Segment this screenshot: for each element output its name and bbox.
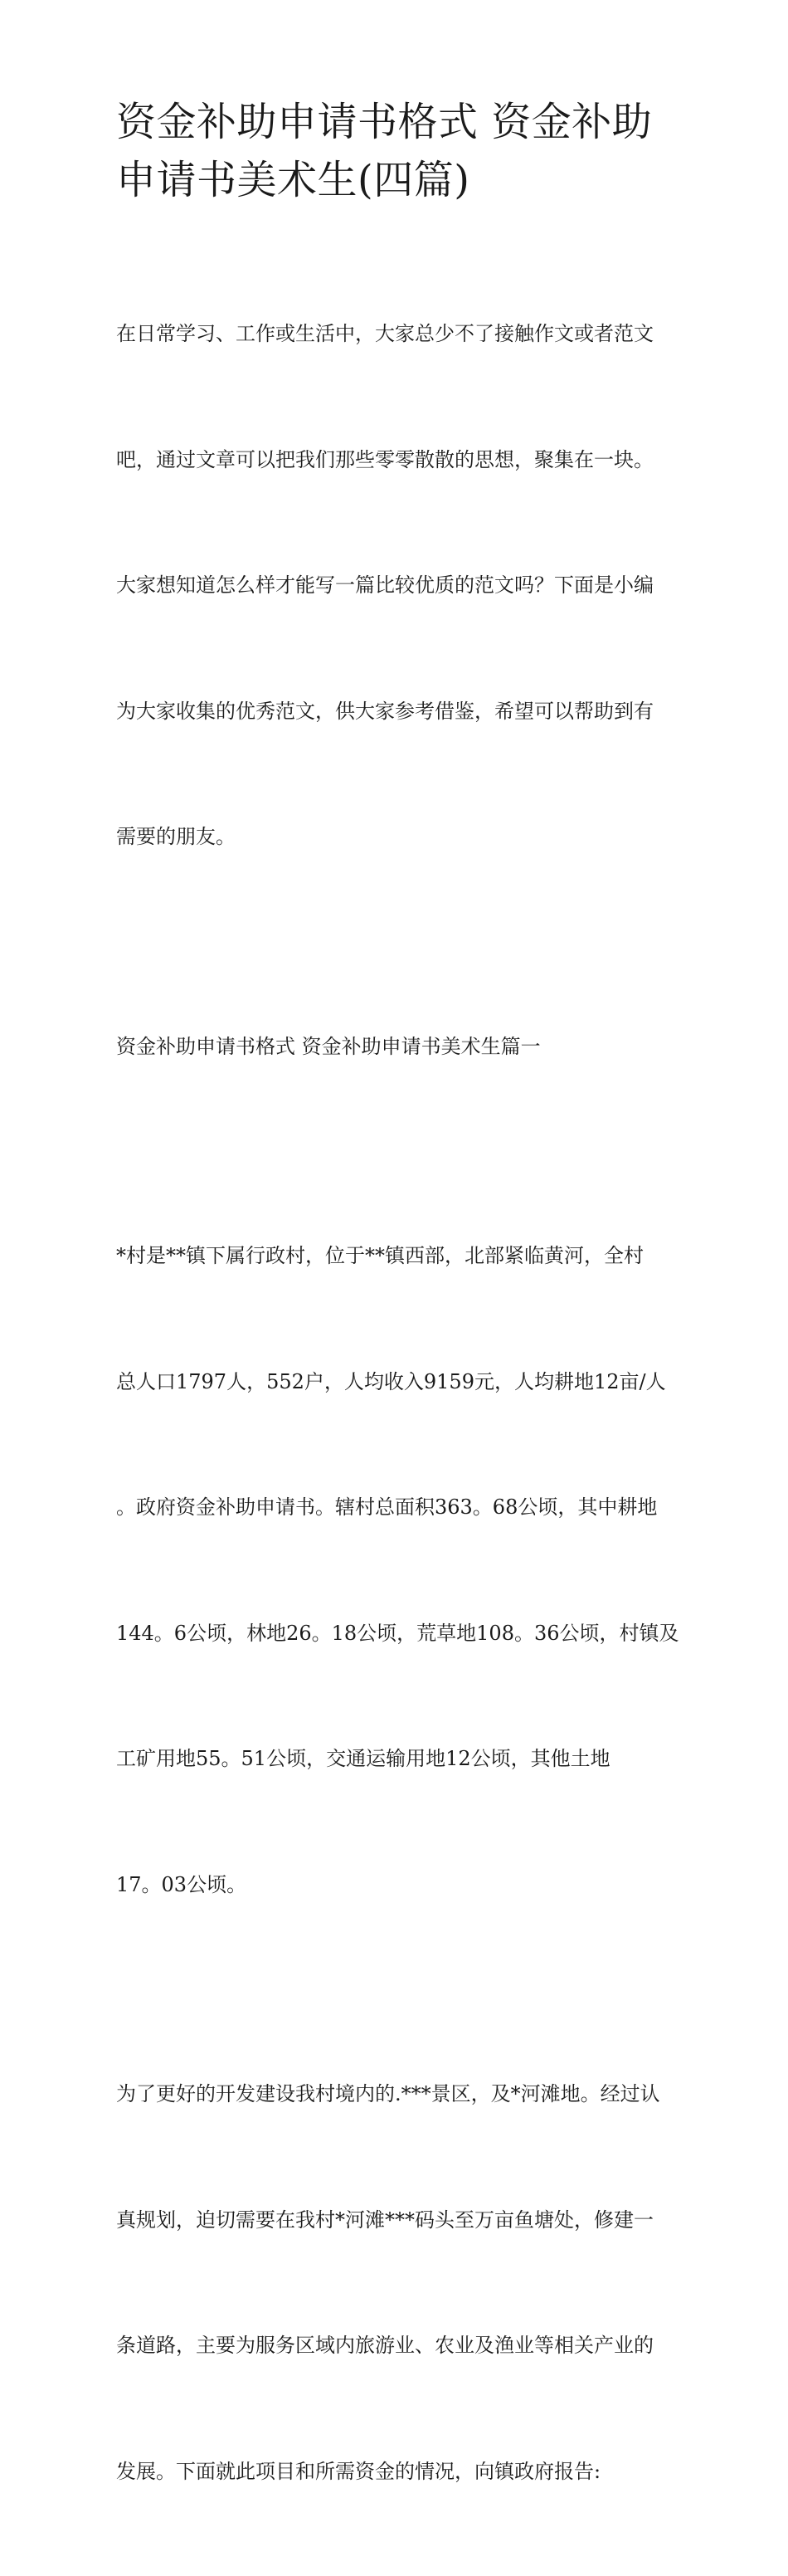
intro-line: 需要的朋友。: [116, 825, 236, 848]
body-line: 发展。下面就此项目和所需资金的情况，向镇政府报告:: [116, 2459, 601, 2483]
body-line: 144。6公顷，林地26。18公顷，荒草地108。36公顷，村镇及: [116, 1621, 679, 1645]
intro-line: 在日常学习、工作或生活中，大家总少不了接触作文或者范文: [116, 322, 654, 345]
intro-line: 大家想知道怎么样才能写一篇比较优质的范文吗？下面是小编: [116, 573, 654, 597]
title-line: 资金补助申请书格式 资金补助: [116, 99, 653, 145]
intro-line: 为大家收集的优秀范文，供大家参考借鉴，希望可以帮助到有: [116, 699, 654, 723]
body-line: 条道路，主要为服务区域内旅游业、农业及渔业等相关产业的: [116, 2334, 654, 2357]
body-line: 工矿用地55。51公顷，交通运输用地12公顷，其他土地: [116, 1747, 610, 1770]
body-paragraph-2: [116, 1989, 680, 2576]
body-line: 17。03公顷。: [116, 1872, 247, 1896]
document-content: [116, 93, 680, 2576]
section-heading-text: 资金补助申请书格式 资金补助申请书美术生篇一: [116, 1034, 541, 1058]
body-line: 。政府资金补助申请书。辖村总面积363。68公顷，其中耕地: [116, 1495, 658, 1519]
body-line: *村是**镇下属行政村，位于**镇西部，北部紧临黄河，全村: [116, 1244, 644, 1267]
body-line: 真规划，迫切需要在我村*河滩***码头至万亩鱼塘处，修建一: [116, 2208, 654, 2232]
body-line: 为了更好的开发建设我村境内的.***景区，及*河滩地。经过认: [116, 2082, 660, 2105]
document-title: [116, 93, 680, 209]
intro-paragraph: [116, 229, 680, 942]
body-paragraph-1: [116, 1151, 680, 1989]
body-line: 总人口1797人，552户，人均收入9159元，人均耕地12亩/人: [116, 1369, 666, 1393]
title-line: 申请书美术生(四篇): [116, 157, 470, 203]
intro-line: 吧，通过文章可以把我们那些零零散散的思想，聚集在一块。: [116, 447, 654, 471]
section-heading: [116, 942, 680, 1152]
